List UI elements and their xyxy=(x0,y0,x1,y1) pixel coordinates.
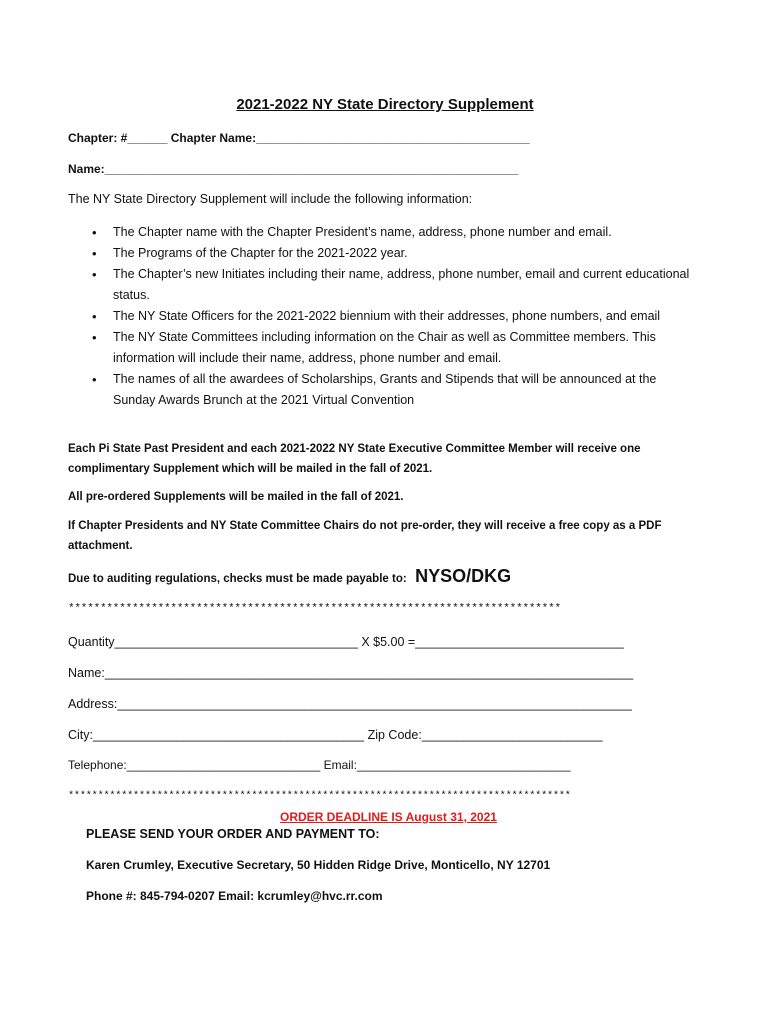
mailing-paragraph: All pre-ordered Supplements will be mailed in the fall of 2021. xyxy=(68,491,404,503)
list-item: • The Chapter name with the Chapter President’s name, address, phone number and email. xyxy=(92,222,702,243)
payable-to: NYSO/DKG xyxy=(415,566,512,586)
address-field: Address:__________________________________________________________________________ xyxy=(68,697,632,711)
telephone-email-field: Telephone:_____________________________ Email:________________________________ xyxy=(68,758,571,772)
intro-text: The NY State Directory Supplement will include the following information: xyxy=(68,192,473,206)
info-list xyxy=(92,222,702,411)
chapter-line: Chapter: #______ Chapter Name:_________________________________________ xyxy=(68,131,530,145)
contact-phone-email: Phone #: 845-794-0207 Email: kcrumley@hvc.rr.com xyxy=(86,889,383,903)
list-item: • The NY State Officers for the 2021-2022 biennium with their addresses, phone numbers, and email xyxy=(92,306,702,327)
contact-address: Karen Crumley, Executive Secretary, 50 Hidden Ridge Drive, Monticello, NY 12701 xyxy=(86,858,551,872)
list-item: • The names of all the awardees of Scholarships, Grants and Stipends that will be announced at the Sunday Awards Brunch at the 2021 Virtual Convention xyxy=(92,369,702,411)
divider-stars: ************************************************************************************* xyxy=(68,791,571,802)
list-item: • The Programs of the Chapter for the 2021-2022 year. xyxy=(92,243,702,264)
list-item: • The NY State Committees including information on the Chair as well as Committee members. This information will include their name, address, phone number and email. xyxy=(92,327,702,369)
city-zip-field: City:_______________________________________ Zip Code:__________________________ xyxy=(68,728,603,742)
pdf-paragraph: If Chapter Presidents and NY State Committee Chairs do not pre-order, they will receive a free copy as a PDF attachment. xyxy=(68,520,662,552)
divider-stars: ***************************************************************************** xyxy=(68,603,561,615)
order-name-field: Name:____________________________________________________________________________ xyxy=(68,666,634,680)
complimentary-paragraph: Each Pi State Past President and each 2021-2022 NY State Executive Committee Member will receive one complimentary Supplement which will be mailed in the fall of 2021. xyxy=(68,443,641,475)
order-deadline: ORDER DEADLINE IS August 31, 2021 xyxy=(280,810,497,824)
payable-label: Due to auditing regulations, checks must be made payable to: xyxy=(68,573,407,585)
list-item: • The Chapter’s new Initiates including their name, address, phone number, email and current educational status. xyxy=(92,264,702,306)
name-line: Name:______________________________________________________________ xyxy=(68,162,519,176)
send-heading: PLEASE SEND YOUR ORDER AND PAYMENT TO: xyxy=(86,827,380,841)
payable-line xyxy=(68,566,511,587)
page-title: 2021-2022 NY State Directory Supplement xyxy=(236,96,534,113)
quantity-field: Quantity___________________________________ X $5.00 =______________________________ xyxy=(68,635,624,649)
